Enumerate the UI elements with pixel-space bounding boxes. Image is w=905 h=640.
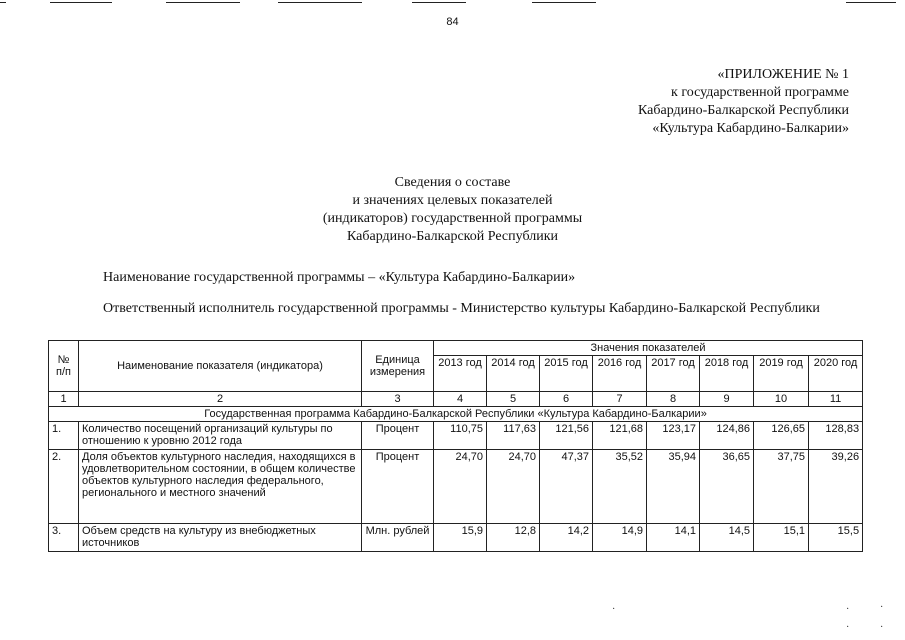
section-title: Государственная программа Кабардино-Балкарской Республики «Культура Кабардино-Балкарии» [49,407,863,422]
table-row [49,450,863,524]
indicator-unit: Млн. рублей [362,524,434,552]
indicator-value: 14,9 [593,524,647,552]
header-year: 2015 год [540,356,593,392]
header-year: 2014 год [487,356,540,392]
header-values: Значения показателей [434,341,863,356]
top-rule-segment [532,2,596,3]
scan-speck: · [880,602,884,613]
program-name: Наименование государственной программы – «Культура Кабардино-Балкарии» [103,270,576,285]
indicator-value: 110,75 [434,422,487,450]
indicator-name: Количество посещений организаций культуры по отношению к уровню 2012 года [79,422,362,450]
top-rule-segment [846,2,896,3]
column-number: 6 [540,392,593,407]
indicator-value: 121,56 [540,422,593,450]
column-number: 11 [809,392,863,407]
indicator-value: 24,70 [434,450,487,524]
indicator-value: 24,70 [487,450,540,524]
indicator-value: 14,5 [700,524,754,552]
responsible-executor: Ответственный исполнитель государственной программы - Министерство культуры Кабардино-Балкарской Республики [103,301,820,316]
column-number: 2 [79,392,362,407]
column-number: 5 [487,392,540,407]
indicator-name: Доля объектов культурного наследия, находящихся в удовлетворительном состоянии, в общем количестве объектов культурного наследия федерального, регионального и местного значений [79,450,362,524]
indicators-table [48,340,863,552]
indicator-value: 47,37 [540,450,593,524]
appendix-header [638,66,849,138]
indicator-value: 15,1 [754,524,809,552]
row-number: 2. [49,450,79,524]
indicator-value: 15,9 [434,524,487,552]
header-number: № п/п [49,341,79,392]
column-number: 7 [593,392,647,407]
column-number: 4 [434,392,487,407]
indicator-value: 35,52 [593,450,647,524]
title-line: Кабардино-Балкарской Республики [347,229,558,244]
top-rule-segment [50,2,112,3]
header-year: 2019 год [754,356,809,392]
column-number: 1 [49,392,79,407]
header-year: 2013 год [434,356,487,392]
indicator-value: 123,17 [647,422,700,450]
header-indicator-name: Наименование показателя (индикатора) [79,341,362,392]
indicator-unit: Процент [362,450,434,524]
column-number-row [49,392,863,407]
header-year: 2020 год [809,356,863,392]
scan-speck: · [846,604,850,615]
header-year: 2016 год [593,356,647,392]
row-number: 1. [49,422,79,450]
appendix-line: «Культура Кабардино-Балкарии» [652,121,849,136]
table-row [49,524,863,552]
top-rule-segment [278,2,362,3]
appendix-line: к государственной программе [671,85,849,100]
top-rule-segment [166,2,240,3]
top-rule-segment [412,2,466,3]
table-row [49,422,863,450]
indicator-value: 12,8 [487,524,540,552]
indicator-value: 128,83 [809,422,863,450]
scan-speck: · [880,622,884,633]
indicator-value: 124,86 [700,422,754,450]
header-unit: Единица измерения [362,341,434,392]
appendix-line: «ПРИЛОЖЕНИЕ № 1 [717,67,849,82]
indicator-unit: Процент [362,422,434,450]
header-year: 2017 год [647,356,700,392]
indicator-value: 37,75 [754,450,809,524]
indicator-name: Объем средств на культуру из внебюджетных источников [79,524,362,552]
column-number: 9 [700,392,754,407]
column-number: 8 [647,392,700,407]
appendix-line: Кабардино-Балкарской Республики [638,103,849,118]
indicator-value: 117,63 [487,422,540,450]
scan-speck: · [846,622,850,633]
header-year: 2018 год [700,356,754,392]
column-number: 10 [754,392,809,407]
row-number: 3. [49,524,79,552]
indicator-value: 36,65 [700,450,754,524]
column-number: 3 [362,392,434,407]
indicator-value: 121,68 [593,422,647,450]
indicator-value: 39,26 [809,450,863,524]
title-line: Сведения о составе [394,175,511,190]
page-number: 84 [446,16,459,28]
top-rule-segment [0,2,6,3]
scan-speck: · [612,604,616,615]
indicator-value: 14,2 [540,524,593,552]
title-line: (индикаторов) государственной программы [322,211,583,226]
indicator-value: 15,5 [809,524,863,552]
indicator-value: 14,1 [647,524,700,552]
document-title [0,174,905,246]
indicator-value: 126,65 [754,422,809,450]
indicator-value: 35,94 [647,450,700,524]
title-line: и значениях целевых показателей [352,193,553,208]
